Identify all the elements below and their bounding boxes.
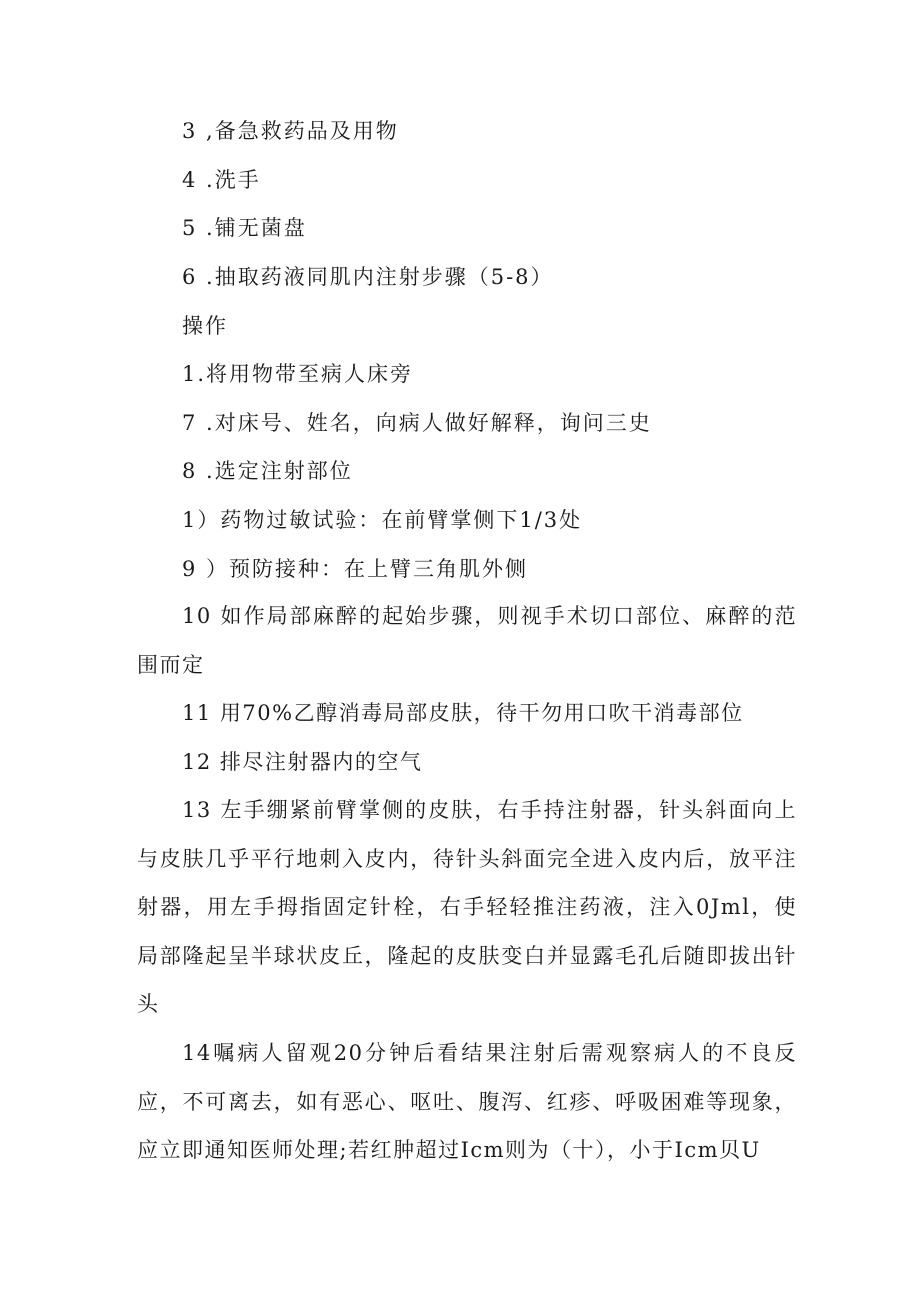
step-select-site: 8 .选定注射部位 (182, 459, 353, 483)
step-injection-technique: 13 左手绷紧前臂掌侧的皮肤，右手持注射器，针头斜面向上与皮肤几乎平行地刺入皮内，待针头斜面完全进入皮内后，放平注射器，用左手拇指固定针栓，右手轻轻推注药液，注入0Jml，使局部隆起呈半球状皮丘，隆起的皮肤变白并显露毛孔后随即拔出针头 (137, 798, 797, 1016)
substep-allergy-test: 1）药物过敏试验：在前臂掌侧下1/3处 (182, 508, 583, 532)
step-local-anesthesia: 10 如作局部麻醉的起始步骤，则视手术切口部位、麻醉的范围而定 (137, 604, 797, 677)
step-disinfect-skin: 11 用70%乙醇消毒局部皮肤，待干勿用口吹干消毒部位 (182, 701, 744, 725)
step-observe-patient: 14嘱病人留观20分钟后看结果注射后需观察病人的不良反应，不可离去，如有恶心、呕吐、腹泻、红疹、呼吸困难等现象，应立即通知医师处理;若红肿超过Icm则为（十），小于Icm贝U (137, 1041, 797, 1162)
step-wash-hands: 4 .洗手 (182, 168, 261, 192)
step-expel-air: 12 排尽注射器内的空气 (182, 750, 423, 774)
step-prepare-emergency-drugs: 3 ,备急救药品及用物 (182, 119, 399, 143)
step-verify-patient: 7 .对床号、姓名，向病人做好解释，询问三史 (182, 411, 652, 435)
section-heading-operation: 操作 (182, 314, 228, 338)
substep-vaccination: 9 ）预防接种：在上臂三角肌外侧 (182, 557, 529, 581)
step-draw-medication: 6 .抽取药液同肌内注射步骤（5-8） (182, 265, 554, 289)
step-sterile-tray: 5 .铺无菌盘 (182, 216, 307, 240)
step-bring-supplies: 1.将用物带至病人床旁 (182, 362, 414, 386)
